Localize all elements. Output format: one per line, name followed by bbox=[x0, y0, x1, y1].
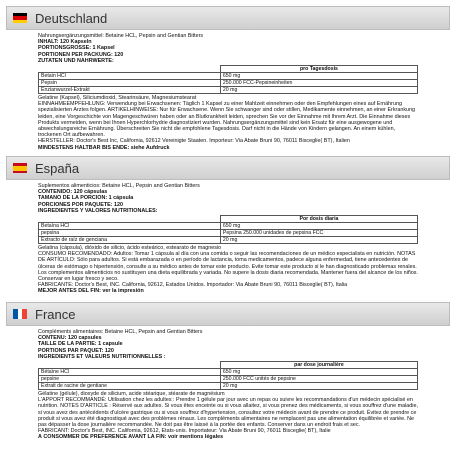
table-row bbox=[39, 216, 418, 223]
section-header bbox=[6, 302, 450, 326]
country-title: Deutschland bbox=[35, 10, 108, 26]
table-cell: 250.000 FCC-Pepsineinheiten bbox=[220, 80, 417, 87]
section-header bbox=[6, 6, 450, 30]
expiry-line: MEJOR ANTES DEL FIN: ver la impresión bbox=[38, 288, 144, 295]
serving-line: TAILLE DE LA PARTIE: 1 capsule bbox=[38, 341, 123, 348]
table-cell: 20 mg bbox=[220, 87, 417, 94]
serving-line: PORTIONSGRÖSSE: 1 Kapsel bbox=[38, 45, 115, 52]
table-cell: Betain HCl bbox=[39, 73, 221, 80]
content-line: INHALT: 120 Kapseln bbox=[38, 39, 92, 46]
usage-paragraph: L'APPORT RECOMMANDÉ: Utilisation chez les adultes : Prendre 1 gélule par jour avec un repas ou suivre les recommandations d'un médecin spécialisé en nutrition. NOTES D'ARTICLE : Réservé aux adultes. Si vous êtes enceinte ou si vous allaitez, si vous prenez des médicaments, si vous souffrez d'une maladie, si vous avez des antécédents d'ulcère gastrique ou si vous souffrez d'hypertension, consultez votre médecin avant de prendre ce produit. Évitez de prendre ce produit si vous avez été diagnostiqué avec des problèmes rénaux. Les compléments alimentaires ne remplacent pas une alimentation équilibrée et variée. Ne pas dépasser la dose journalière recommandée. Ne doit pas être laissé à la portée des enfants. Conserver dans un endroit frais et sec. bbox=[38, 397, 418, 429]
section-france bbox=[0, 302, 456, 441]
product-line: Suplementos alimenticios: Betaine HCL, Pepsin and Gentian Bitters bbox=[38, 183, 200, 189]
table-row bbox=[39, 87, 418, 94]
table-cell: 250.000 FCC unités de pepsine bbox=[220, 376, 417, 383]
table-row bbox=[39, 223, 418, 230]
servings-line: PORTIONEN PER PACKUNG: 120 bbox=[38, 51, 124, 58]
content-line: CONTENU: 120 capsules bbox=[38, 335, 102, 342]
manufacturer-line: HERSTELLER: Doctor's Best Inc, California, 92612 Vereinigte Staaten. Importeur: Via Abate Bruni 90, 76011 Bisceglie( BT), Italien bbox=[38, 138, 350, 145]
product-line: Compléments alimentaires: Betaine HCL, Pepsin and Gentian Bitters bbox=[38, 329, 203, 335]
table-row bbox=[39, 383, 418, 390]
section-body bbox=[0, 326, 456, 441]
other-ingredients: Gélatine (gélule), dioxyde de silicium, acide stéarique, stéarate de magnésium bbox=[38, 391, 225, 398]
section-deutschland bbox=[0, 6, 456, 151]
other-ingredients: Gelatina (cápsula), dióxido de silicio, ácido esteárico, estearato de magnesio bbox=[38, 245, 222, 252]
table-cell: Enzianwurzel-Extrakt bbox=[39, 87, 221, 94]
ingredients-heading: INGRÉDIENTS ET VALEURS NUTRITIONNELLES : bbox=[38, 353, 166, 360]
table-row bbox=[39, 66, 418, 73]
table-row bbox=[39, 230, 418, 237]
nutrition-table bbox=[38, 361, 418, 390]
table-row bbox=[39, 73, 418, 80]
expiry-line: À CONSOMMER DE PRÉFÉRENCE AVANT LA FIN: voir mentions légales bbox=[38, 434, 224, 441]
table-cell: Pepsin bbox=[39, 80, 221, 87]
section-body bbox=[0, 30, 456, 151]
table-cell: 650 mg bbox=[220, 369, 417, 376]
section-header bbox=[6, 156, 450, 180]
table-row bbox=[39, 237, 418, 244]
table-row bbox=[39, 362, 418, 369]
nutrition-table bbox=[38, 65, 418, 94]
german-flag-icon bbox=[13, 13, 27, 23]
table-cell: Pepsina 250.000 unidades de pepsina FCC bbox=[220, 230, 417, 237]
table-row bbox=[39, 376, 418, 383]
spanish-flag-icon bbox=[13, 163, 27, 173]
serving-line: TAMAÑO DE LA PORCIÓN: 1 cápsula bbox=[38, 195, 134, 202]
table-row bbox=[39, 369, 418, 376]
usage-paragraph: CONSUMO RECOMENDADO: Adultos: Tomar 1 cápsula al día con una comida o seguir las recomendaciones de un médico especialista en nutrición. NOTAS DE ARTÍCULO: Sólo para adultos. Si está embarazada o en período de lactancia, toma medicamentos, padece alguna enfermedad, tiene antecedentes de úlceras de estómago o hipertensión, consulte a su médico antes de tomar este producto. Evite tomar este producto si le han diagnosticado problemas renales. Los complementos alimenticios no sustituyen una dieta equilibrada y variada. No supere la dosis diaria recomendada. Mantener fuera del alcance de los niños. Conservar en lugar fresco y seco. bbox=[38, 251, 418, 283]
table-cell: 650 mg bbox=[220, 223, 417, 230]
table-cell: Bétaïne HCl bbox=[39, 369, 221, 376]
expiry-line: MINDESTENS HALTBAR BIS ENDE: siehe Aufdruck bbox=[38, 144, 170, 151]
table-cell: Extracto de raíz de genciana bbox=[39, 237, 221, 244]
table-cell: 650 mg bbox=[220, 73, 417, 80]
table-cell: Extrait de racine de gentiane bbox=[39, 383, 221, 390]
country-title: France bbox=[35, 306, 76, 322]
manufacturer-line: FABRICANT: Doctor's Best, INC. California, 92612, États-unis. Importateur: Via Abate Bruni 90, 76011 Bisceglie( BT), Italie bbox=[38, 428, 331, 435]
table-header: Por dosis diaria bbox=[220, 216, 417, 223]
table-row bbox=[39, 80, 418, 87]
table-cell: 20 mg bbox=[220, 237, 417, 244]
product-line: Nahrungsergänzungsmittel: Betaine HCL, Pepsin and Gentian Bitters bbox=[38, 33, 204, 39]
usage-paragraph: EINNAHMEEMPFEHLUNG: Verwendung bei Erwachsenen: Täglich 1 Kapsel zu einer Mahlzeit einnehmen oder den Empfehlungen eines auf Ernährung spezialisierten Arztes folgen. ARTIKELHINWEISE: Nur für Erwachsene. Wenn Sie schwanger sind oder stillen, Medikamente einnehmen, an einer Erkrankung leiden, eine Vorgeschichte von Magengeschwüren haben oder an Blutkrankheit leiden, sprechen Sie vor der Einnahme mit Ihrem Arzt. Die Einnahme dieses Produkts vermeiden, wenn bei Ihnen Hyperchlorhydrie diagnostiziert wurden. Nahrungsergänzungsmittel sind kein Ersatz für eine ausgewogene und abwechslungsreiche Ernährung. Überschreiten Sie nicht die empfohlene Tagesdosis. Darf nicht in die Hände von Kindern gelangen. An einem kühlen, trockenen Ort aufbewahren. bbox=[38, 101, 416, 139]
ingredients-heading: INGREDIENTES Y VALORES NUTRITIONALES: bbox=[38, 207, 158, 214]
servings-line: PORTIONS PAR PAQUET: 120 bbox=[38, 347, 114, 354]
table-cell: 20 mg bbox=[220, 383, 417, 390]
table-cell: pepsine bbox=[39, 376, 221, 383]
table-cell: Betaína HCl bbox=[39, 223, 221, 230]
content-line: CONTENIDO: 120 cápsulas bbox=[38, 189, 108, 196]
section-espana bbox=[0, 156, 456, 295]
french-flag-icon bbox=[13, 309, 27, 319]
other-ingredients: Gelatine (Kapsel), Siliciumdioxid, Stearinsäure, Magnesiumstearat bbox=[38, 95, 197, 102]
table-header: pro Tagesdosis bbox=[220, 66, 417, 73]
table-cell: pepsina bbox=[39, 230, 221, 237]
servings-line: PORCIONES POR PAQUETE: 120 bbox=[38, 201, 123, 208]
country-title: España bbox=[35, 160, 80, 176]
ingredients-heading: ZUTATEN UND NÄHRWERTE: bbox=[38, 57, 114, 64]
table-header: par dose journalière bbox=[220, 362, 417, 369]
section-body bbox=[0, 180, 456, 295]
manufacturer-line: FABRICANTE: Doctor's Best, INC. California, 92612, Estados Unidos. Importador: Via Abate Bruni 90, 76011 Bisceglie( BT), Italia bbox=[38, 282, 348, 289]
nutrition-table bbox=[38, 215, 418, 244]
